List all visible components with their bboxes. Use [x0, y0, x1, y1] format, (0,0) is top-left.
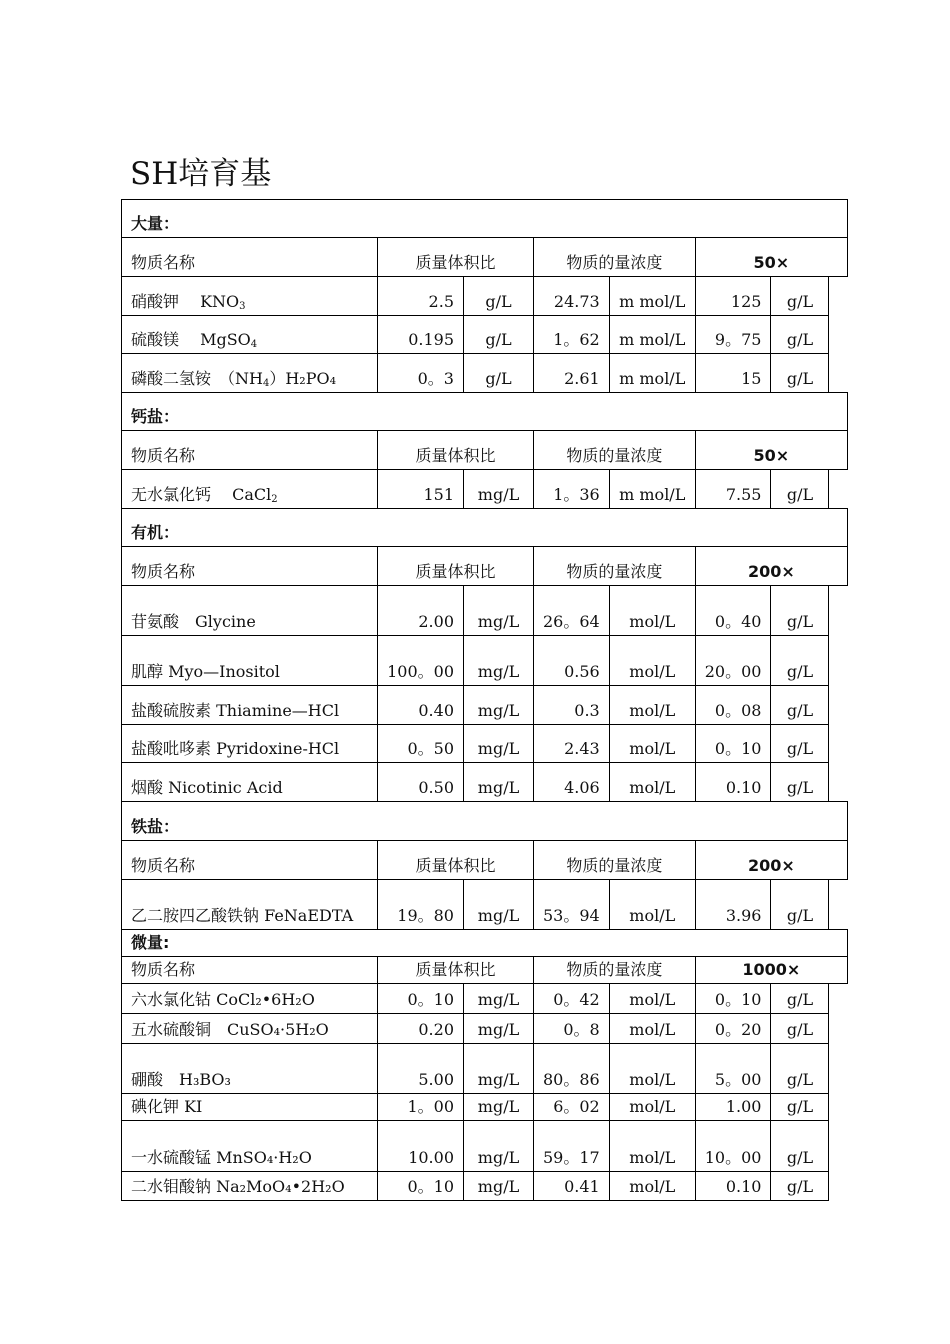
mass-value: 10.00 — [378, 1121, 464, 1172]
substance-name-text: 硫酸镁 MgSO — [131, 330, 251, 349]
header-molar-conc: 物质的量浓度 — [534, 547, 696, 586]
molar-unit: m mol/L — [609, 470, 695, 509]
row-spacer — [829, 880, 848, 930]
substance-name — [122, 277, 378, 316]
stock-value: 9。75 — [695, 316, 771, 354]
page-title: SH培育基 — [130, 156, 272, 192]
stock-multiplier: 1000× — [695, 957, 847, 984]
mass-unit: mg/L — [464, 1172, 534, 1201]
substance-name-text: 硝酸钾 KNO — [131, 292, 240, 311]
molar-unit: mol/L — [609, 725, 695, 763]
substance-name — [122, 354, 378, 393]
stock-value: 125 — [695, 277, 771, 316]
molar-unit: mol/L — [609, 1172, 695, 1201]
row-spacer — [829, 686, 848, 725]
substance-name-text: 一水硫酸锰 MnSO₄·H₂O — [131, 1148, 312, 1167]
section-label: 微量: — [122, 930, 848, 957]
section-label: 铁盐： — [122, 802, 848, 841]
stock-unit: g/L — [771, 277, 829, 316]
molar-value: 0.41 — [534, 1172, 610, 1201]
mass-value: 1。00 — [378, 1094, 464, 1121]
row-spacer — [829, 1121, 848, 1172]
row-spacer — [829, 763, 848, 802]
mass-value: 0.40 — [378, 686, 464, 725]
molar-value: 0。8 — [534, 1014, 610, 1044]
header-molar-conc: 物质的量浓度 — [534, 431, 696, 470]
stock-unit: g/L — [771, 636, 829, 686]
mass-unit: mg/L — [464, 636, 534, 686]
stock-value: 0。10 — [695, 984, 771, 1014]
molar-value: 2.43 — [534, 725, 610, 763]
molar-unit: mol/L — [609, 1044, 695, 1094]
mass-value: 2.5 — [378, 277, 464, 316]
stock-value: 20。00 — [695, 636, 771, 686]
mass-unit: g/L — [464, 277, 534, 316]
table-row — [122, 1172, 848, 1201]
substance-name-text: 磷酸二氢铵 （NH — [131, 369, 263, 388]
substance-name-text: 二水钼酸钠 Na₂MoO₄•2H₂O — [131, 1177, 345, 1196]
header-molar-conc: 物质的量浓度 — [534, 957, 696, 984]
mass-unit: mg/L — [464, 984, 534, 1014]
table-row — [122, 763, 848, 802]
stock-multiplier: 50× — [695, 431, 847, 470]
stock-unit: g/L — [771, 725, 829, 763]
substance-name-text: 盐酸吡哆素 Pyridoxine-HCl — [131, 739, 340, 758]
mass-unit: g/L — [464, 316, 534, 354]
substance-name — [122, 1094, 378, 1121]
formula-subscript: 4 — [262, 378, 270, 389]
substance-name-text: 乙二胺四乙酸铁钠 FeNaEDTA — [131, 906, 354, 925]
molar-value: 59。17 — [534, 1121, 610, 1172]
stock-value: 0。10 — [695, 725, 771, 763]
substance-name-text: 硼酸 H₃BO₃ — [131, 1070, 231, 1089]
substance-name — [122, 725, 378, 763]
substance-name-text: 五水硫酸铜 CuSO₄·5H₂O — [131, 1020, 329, 1039]
header-name: 物质名称 — [122, 431, 378, 470]
molar-unit: mol/L — [609, 763, 695, 802]
mass-value: 0。10 — [378, 1172, 464, 1201]
substance-name — [122, 586, 378, 636]
molar-unit: mol/L — [609, 636, 695, 686]
mass-unit: g/L — [464, 354, 534, 393]
header-mass-ratio: 质量体积比 — [378, 547, 534, 586]
stock-unit: g/L — [771, 316, 829, 354]
mass-value: 0.195 — [378, 316, 464, 354]
header-row — [122, 431, 848, 470]
table-row — [122, 586, 848, 636]
formula-subscript: 3 — [239, 301, 246, 312]
molar-unit: mol/L — [609, 984, 695, 1014]
molar-unit: mol/L — [609, 1014, 695, 1044]
stock-value: 0.10 — [695, 763, 771, 802]
stock-unit: g/L — [771, 1094, 829, 1121]
molar-unit: mol/L — [609, 686, 695, 725]
substance-name — [122, 1172, 378, 1201]
mass-value: 0。50 — [378, 725, 464, 763]
table-row — [122, 354, 848, 393]
formula-subscript: 4 — [250, 339, 258, 350]
substance-name-text: 烟酸 Nicotinic Acid — [131, 778, 283, 797]
stock-value: 15 — [695, 354, 771, 393]
table-row — [122, 725, 848, 763]
mass-value: 0。10 — [378, 984, 464, 1014]
row-spacer — [829, 470, 848, 509]
mass-unit: mg/L — [464, 1094, 534, 1121]
table-row — [122, 880, 848, 930]
stock-unit: g/L — [771, 1121, 829, 1172]
stock-value: 0。40 — [695, 586, 771, 636]
row-spacer — [829, 636, 848, 686]
substance-name — [122, 1044, 378, 1094]
mass-unit: mg/L — [464, 1014, 534, 1044]
row-spacer — [829, 354, 848, 393]
table-row — [122, 1094, 848, 1121]
table-row — [122, 1014, 848, 1044]
substance-name-text: 肌醇 Myo—Inositol — [131, 662, 280, 681]
substance-name — [122, 984, 378, 1014]
header-name: 物质名称 — [122, 957, 378, 984]
stock-unit: g/L — [771, 354, 829, 393]
header-name: 物质名称 — [122, 238, 378, 277]
section-row — [122, 930, 848, 957]
section-label: 钙盐： — [122, 393, 848, 431]
mass-unit: mg/L — [464, 586, 534, 636]
mass-value: 2.00 — [378, 586, 464, 636]
substance-name — [122, 763, 378, 802]
header-molar-conc: 物质的量浓度 — [534, 238, 696, 277]
molar-value: 2.61 — [534, 354, 610, 393]
stock-multiplier: 200× — [695, 547, 847, 586]
mass-value: 5.00 — [378, 1044, 464, 1094]
mass-unit: mg/L — [464, 470, 534, 509]
substance-name — [122, 880, 378, 930]
header-mass-ratio: 质量体积比 — [378, 431, 534, 470]
section-label: 有机： — [122, 509, 848, 547]
medium-table — [121, 199, 848, 1201]
substance-name — [122, 470, 378, 509]
substance-name-text: 碘化钾 KI — [131, 1097, 203, 1116]
mass-unit: mg/L — [464, 1044, 534, 1094]
stock-unit: g/L — [771, 763, 829, 802]
stock-value: 1.00 — [695, 1094, 771, 1121]
stock-value: 5。00 — [695, 1044, 771, 1094]
row-spacer — [829, 725, 848, 763]
section-row — [122, 802, 848, 841]
stock-multiplier: 50× — [695, 238, 847, 277]
molar-value: 0。42 — [534, 984, 610, 1014]
header-row — [122, 841, 848, 880]
mass-unit: mg/L — [464, 686, 534, 725]
stock-unit: g/L — [771, 1172, 829, 1201]
header-row — [122, 957, 848, 984]
substance-name — [122, 686, 378, 725]
stock-value: 0。20 — [695, 1014, 771, 1044]
mass-value: 151 — [378, 470, 464, 509]
section-label: 大量： — [122, 200, 848, 238]
table-row — [122, 277, 848, 316]
molar-unit: m mol/L — [609, 277, 695, 316]
table-row — [122, 636, 848, 686]
stock-unit: g/L — [771, 586, 829, 636]
header-molar-conc: 物质的量浓度 — [534, 841, 696, 880]
stock-value: 3.96 — [695, 880, 771, 930]
substance-name-text: 盐酸硫胺素 Thiamine—HCl — [131, 701, 340, 720]
stock-value: 7.55 — [695, 470, 771, 509]
table-row — [122, 686, 848, 725]
table-row — [122, 1044, 848, 1094]
substance-name — [122, 1121, 378, 1172]
mass-unit: mg/L — [464, 880, 534, 930]
molar-value: 1。36 — [534, 470, 610, 509]
table-body — [122, 200, 848, 1201]
header-row — [122, 547, 848, 586]
substance-name — [122, 1014, 378, 1044]
row-spacer — [829, 586, 848, 636]
molar-value: 53。94 — [534, 880, 610, 930]
row-spacer — [829, 1094, 848, 1121]
section-row — [122, 509, 848, 547]
substance-name-text: 六水氯化钴 CoCl₂•6H₂O — [131, 990, 315, 1009]
mass-value: 0.50 — [378, 763, 464, 802]
molar-value: 26。64 — [534, 586, 610, 636]
stock-unit: g/L — [771, 880, 829, 930]
stock-unit: g/L — [771, 470, 829, 509]
mass-unit: mg/L — [464, 725, 534, 763]
header-name: 物质名称 — [122, 841, 378, 880]
molar-unit: m mol/L — [609, 316, 695, 354]
row-spacer — [829, 1172, 848, 1201]
substance-name-text: 苷氨酸 Glycine — [131, 612, 256, 631]
header-name: 物质名称 — [122, 547, 378, 586]
stock-unit: g/L — [771, 1014, 829, 1044]
header-mass-ratio: 质量体积比 — [378, 841, 534, 880]
mass-value: 19。80 — [378, 880, 464, 930]
substance-name — [122, 316, 378, 354]
section-row — [122, 393, 848, 431]
header-mass-ratio: 质量体积比 — [378, 238, 534, 277]
mass-value: 0。3 — [378, 354, 464, 393]
substance-name — [122, 636, 378, 686]
molar-value: 4.06 — [534, 763, 610, 802]
formula-tail: ）H₂PO₄ — [269, 369, 337, 388]
stock-unit: g/L — [771, 984, 829, 1014]
molar-value: 0.56 — [534, 636, 610, 686]
row-spacer — [829, 1014, 848, 1044]
molar-unit: mol/L — [609, 1094, 695, 1121]
substance-name-text: 无水氯化钙 CaCl — [131, 485, 272, 504]
row-spacer — [829, 277, 848, 316]
table-row — [122, 1121, 848, 1172]
molar-value: 6。02 — [534, 1094, 610, 1121]
stock-value: 0。08 — [695, 686, 771, 725]
molar-value: 80。86 — [534, 1044, 610, 1094]
molar-unit: mol/L — [609, 1121, 695, 1172]
mass-unit: mg/L — [464, 763, 534, 802]
table-row — [122, 984, 848, 1014]
mass-value: 100。00 — [378, 636, 464, 686]
header-mass-ratio: 质量体积比 — [378, 957, 534, 984]
section-row — [122, 200, 848, 238]
header-row — [122, 238, 848, 277]
table-row — [122, 316, 848, 354]
row-spacer — [829, 984, 848, 1014]
row-spacer — [829, 316, 848, 354]
row-spacer — [829, 1044, 848, 1094]
mass-value: 0.20 — [378, 1014, 464, 1044]
molar-unit: m mol/L — [609, 354, 695, 393]
stock-value: 10。00 — [695, 1121, 771, 1172]
mass-unit: mg/L — [464, 1121, 534, 1172]
stock-unit: g/L — [771, 1044, 829, 1094]
molar-value: 24.73 — [534, 277, 610, 316]
molar-value: 0.3 — [534, 686, 610, 725]
table-row — [122, 470, 848, 509]
stock-multiplier: 200× — [695, 841, 847, 880]
stock-unit: g/L — [771, 686, 829, 725]
molar-unit: mol/L — [609, 586, 695, 636]
stock-value: 0.10 — [695, 1172, 771, 1201]
molar-unit: mol/L — [609, 880, 695, 930]
molar-value: 1。62 — [534, 316, 610, 354]
formula-subscript: 2 — [271, 494, 278, 505]
